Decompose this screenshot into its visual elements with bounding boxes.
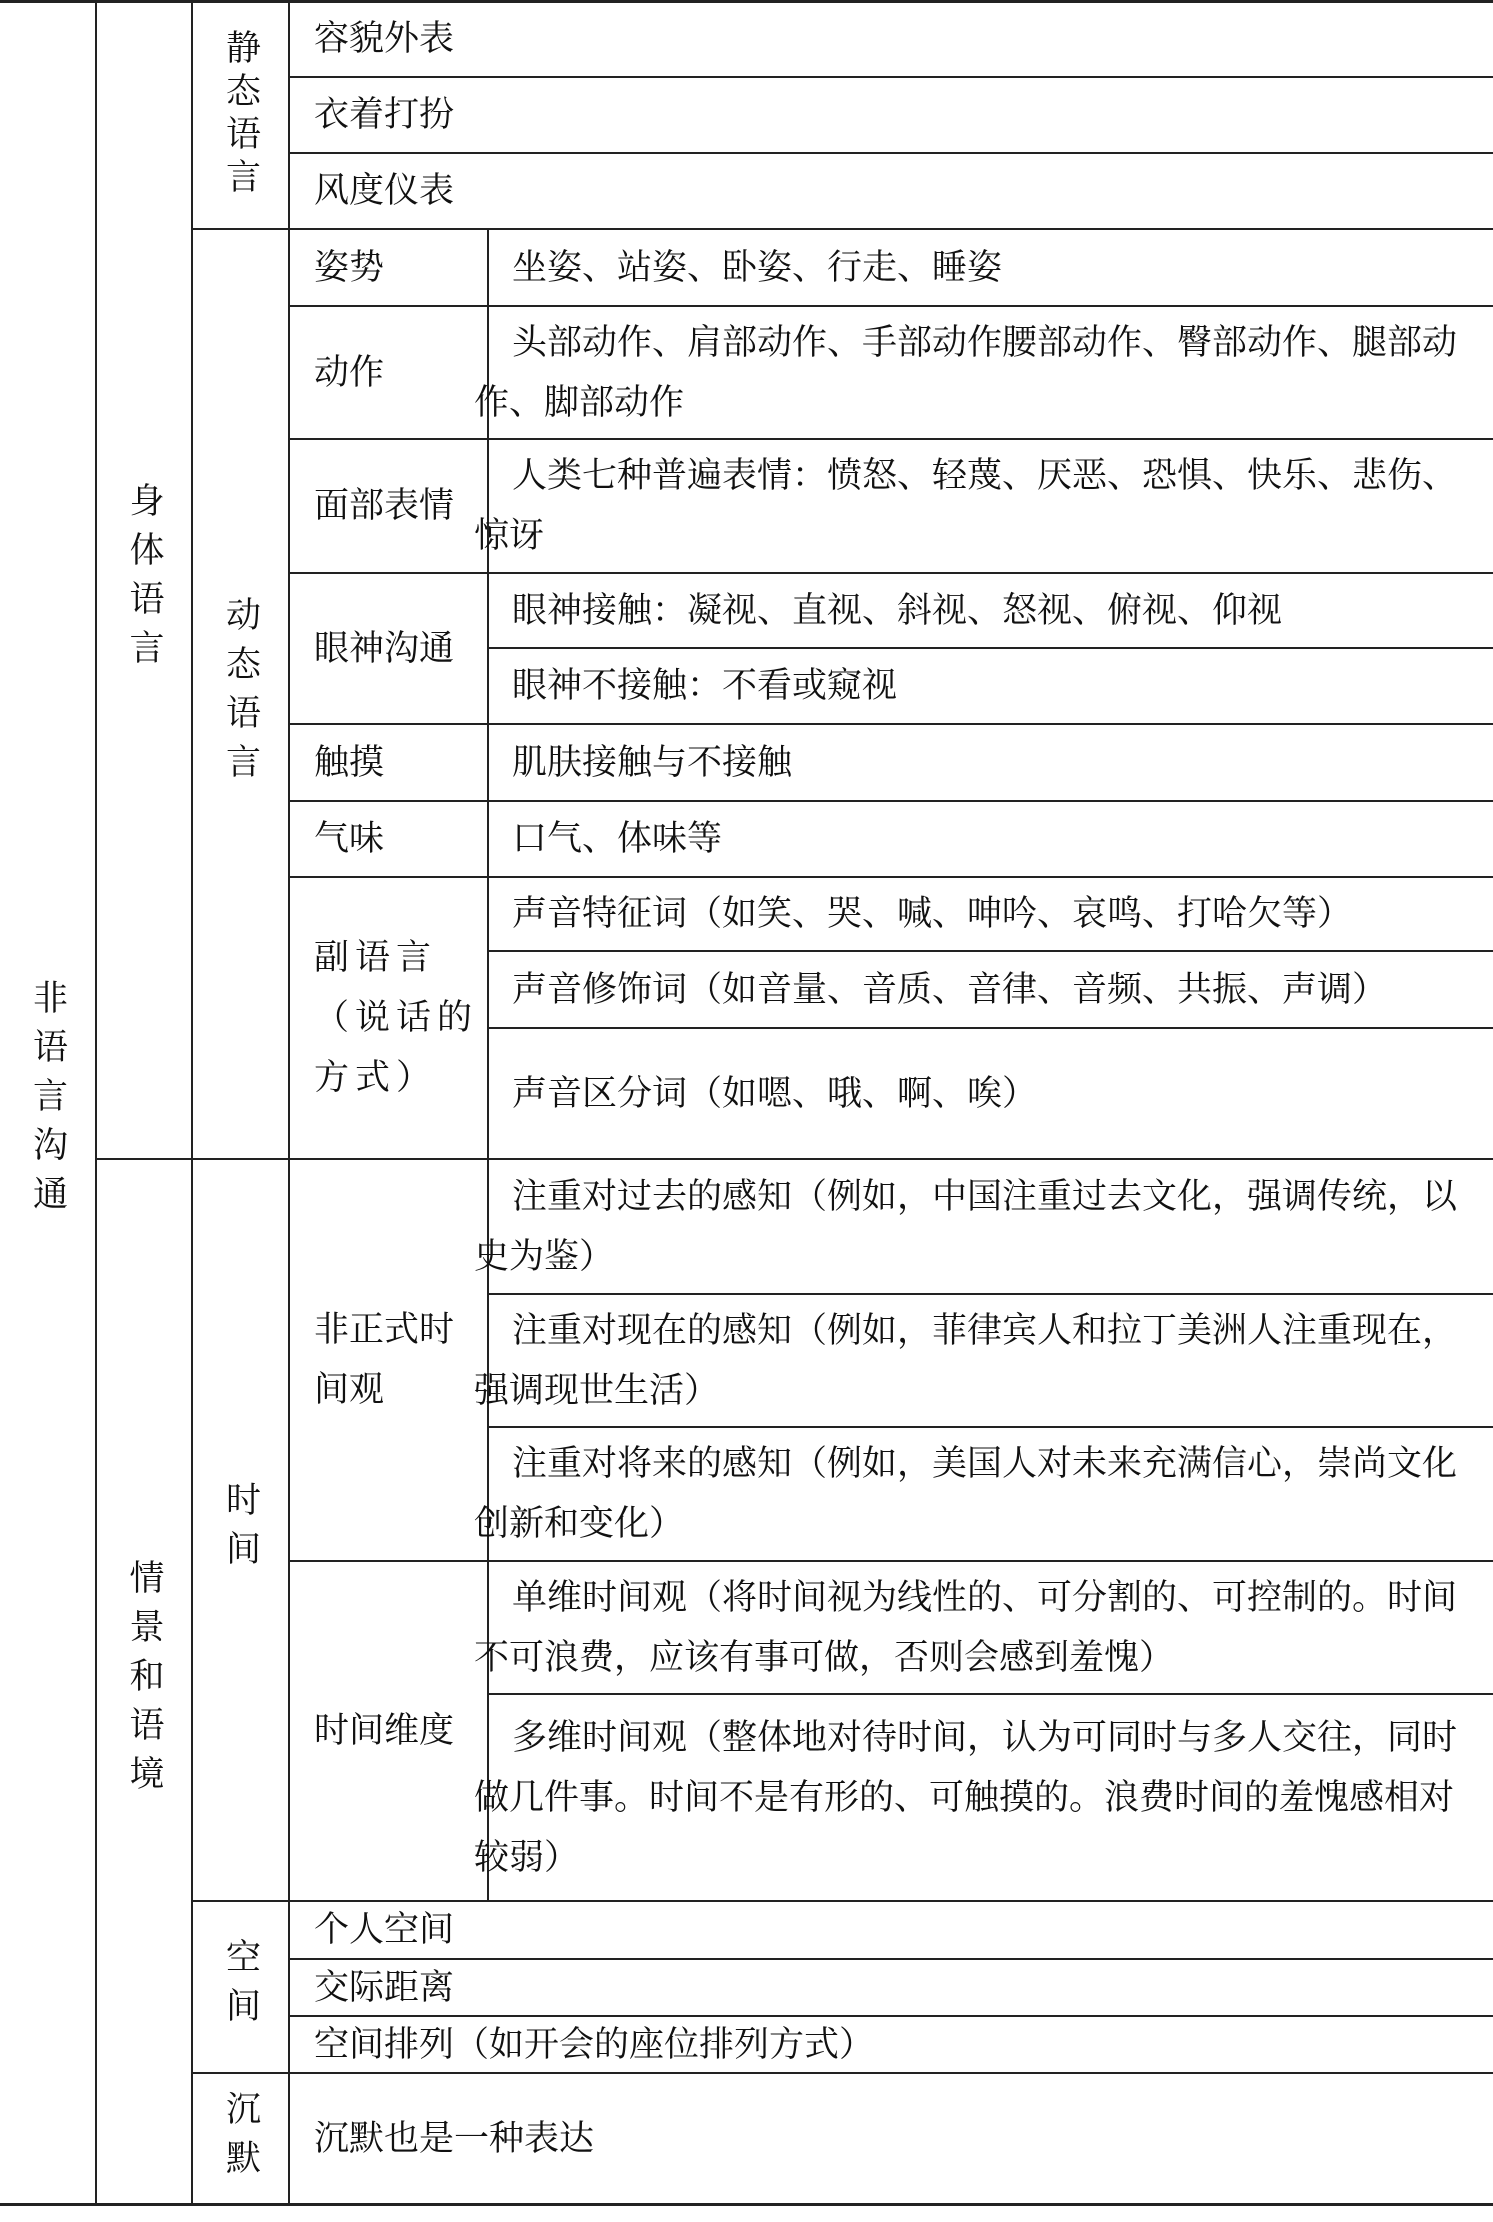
- time-label: 时间: [220, 1481, 261, 1579]
- action-label-cell: [314, 307, 484, 438]
- static-item-label: 容貌外表: [314, 19, 455, 59]
- static-item-label: 风度仪表: [314, 171, 455, 211]
- time-cell: [193, 1160, 288, 1900]
- para-desc-1: 声音特征词（如笑、哭、喊、呻吟、哀鸣、打哈欠等）: [512, 894, 1353, 934]
- space-item-distance: [314, 1960, 1484, 2015]
- action-label: 动作: [314, 352, 385, 393]
- context-label: 情景和语境: [124, 1559, 164, 1804]
- space-item-arrangement: [314, 2017, 1484, 2072]
- space-item-label: 交际距离: [314, 1967, 455, 2008]
- posture-label-cell: [314, 230, 484, 305]
- informal-time-label: 非正式时间观: [314, 1310, 455, 1410]
- para-desc-2-cell: [512, 952, 1487, 1027]
- time-present-cell: [474, 1295, 1487, 1426]
- paralanguage-label: 副语言（说话的方式）: [314, 938, 479, 1098]
- space-item-label: 空间排列（如开会的座位排列方式）: [314, 2024, 875, 2065]
- posture-label: 姿势: [314, 247, 385, 288]
- space-label: 空间: [220, 1938, 261, 2036]
- eye-desc-contact-cell: [512, 574, 1487, 647]
- facial-desc-cell: [474, 440, 1487, 572]
- posture-desc: 坐姿、站姿、卧姿、行走、睡姿: [512, 247, 1003, 288]
- static-item-clothing: [314, 78, 1484, 152]
- para-desc-3-cell: [512, 1029, 1487, 1158]
- touch-desc-cell: [512, 725, 1487, 800]
- touch-desc: 肌肤接触与不接触: [512, 742, 793, 783]
- facial-desc: 人类七种普遍表情：愤怒、轻蔑、厌恶、恐惧、快乐、悲伤、惊讶: [474, 456, 1458, 556]
- para-desc-1-cell: [512, 878, 1487, 950]
- eye-label: 眼神沟通: [314, 628, 455, 669]
- body-language-label: 身体语言: [124, 482, 164, 678]
- eye-desc-nocontact: 眼神不接触：不看或窥视: [512, 666, 898, 706]
- smell-desc-cell: [512, 802, 1487, 876]
- eye-desc-contact: 眼神接触：凝视、直视、斜视、怒视、俯视、仰视: [512, 590, 1283, 631]
- facial-label-cell: [314, 440, 484, 572]
- body-language-cell: [97, 2, 191, 1158]
- smell-label: 气味: [314, 819, 385, 859]
- root-label: 非语言沟通: [27, 979, 68, 1224]
- smell-label-cell: [314, 802, 484, 876]
- time-present-desc: 注重对现在的感知（例如，菲律宾人和拉丁美洲人注重现在，强调现世生活）: [474, 1310, 1458, 1411]
- silence-desc-cell: [314, 2074, 1484, 2203]
- time-monochronic-cell: [474, 1562, 1487, 1693]
- silence-label: 沉默: [220, 2089, 261, 2188]
- smell-desc: 口气、体味等: [512, 819, 723, 859]
- static-item-manner: [314, 154, 1484, 228]
- time-future-cell: [474, 1428, 1487, 1560]
- time-past-desc: 注重对过去的感知（例如，中国注重过去文化，强调传统，以史为鉴）: [474, 1176, 1458, 1277]
- paralanguage-label-cell: [314, 878, 484, 1158]
- action-desc-cell: [474, 307, 1487, 438]
- silence-desc: 沉默也是一种表达: [314, 2118, 595, 2159]
- facial-label: 面部表情: [314, 486, 455, 526]
- touch-label-cell: [314, 725, 484, 800]
- static-item-appearance: [314, 2, 1484, 76]
- dynamic-language-cell: [193, 230, 288, 1158]
- para-desc-2: 声音修饰词（如音量、音质、音律、音频、共振、声调）: [512, 969, 1388, 1010]
- eye-desc-nocontact-cell: [512, 649, 1487, 723]
- root-cell: [0, 0, 95, 2203]
- touch-label: 触摸: [314, 742, 385, 783]
- time-polychronic-cell: [474, 1695, 1487, 1900]
- time-monochronic-desc: 单维时间观（将时间视为线性的、可分割的、可控制的。时间不可浪费，应该有事可做，否则会感到羞愧）: [474, 1577, 1458, 1678]
- time-past-cell: [474, 1160, 1487, 1293]
- informal-time-label-cell: [314, 1160, 484, 1560]
- time-dimension-label: 时间维度: [314, 1711, 455, 1751]
- silence-cell: [193, 2074, 288, 2203]
- dynamic-language-label: 动态语言: [220, 596, 261, 792]
- static-language-cell: [193, 2, 288, 228]
- eye-label-cell: [314, 574, 484, 723]
- time-dimension-label-cell: [314, 1562, 484, 1900]
- space-item-label: 个人空间: [314, 1910, 455, 1950]
- para-desc-3: 声音区分词（如嗯、哦、啊、唉）: [512, 1073, 1038, 1114]
- space-item-personal: [314, 1902, 1484, 1958]
- col-divider-3: [288, 0, 290, 2205]
- bottom-rule: [0, 2203, 1493, 2206]
- static-language-label: 静态语言: [220, 29, 261, 201]
- context-cell: [97, 1160, 191, 2203]
- time-future-desc: 注重对将来的感知（例如，美国人对未来充满信心，崇尚文化创新和变化）: [474, 1444, 1458, 1544]
- time-polychronic-desc: 多维时间观（整体地对待时间，认为可同时与多人交往，同时做几件事。时间不是有形的、可触摸的。浪费时间的羞愧感相对较弱）: [474, 1717, 1458, 1878]
- space-cell: [193, 1902, 288, 2072]
- action-desc: 头部动作、肩部动作、手部动作腰部动作、臀部动作、腿部动作、脚部动作: [474, 322, 1458, 423]
- static-item-label: 衣着打扮: [314, 95, 455, 135]
- posture-desc-cell: [512, 230, 1487, 305]
